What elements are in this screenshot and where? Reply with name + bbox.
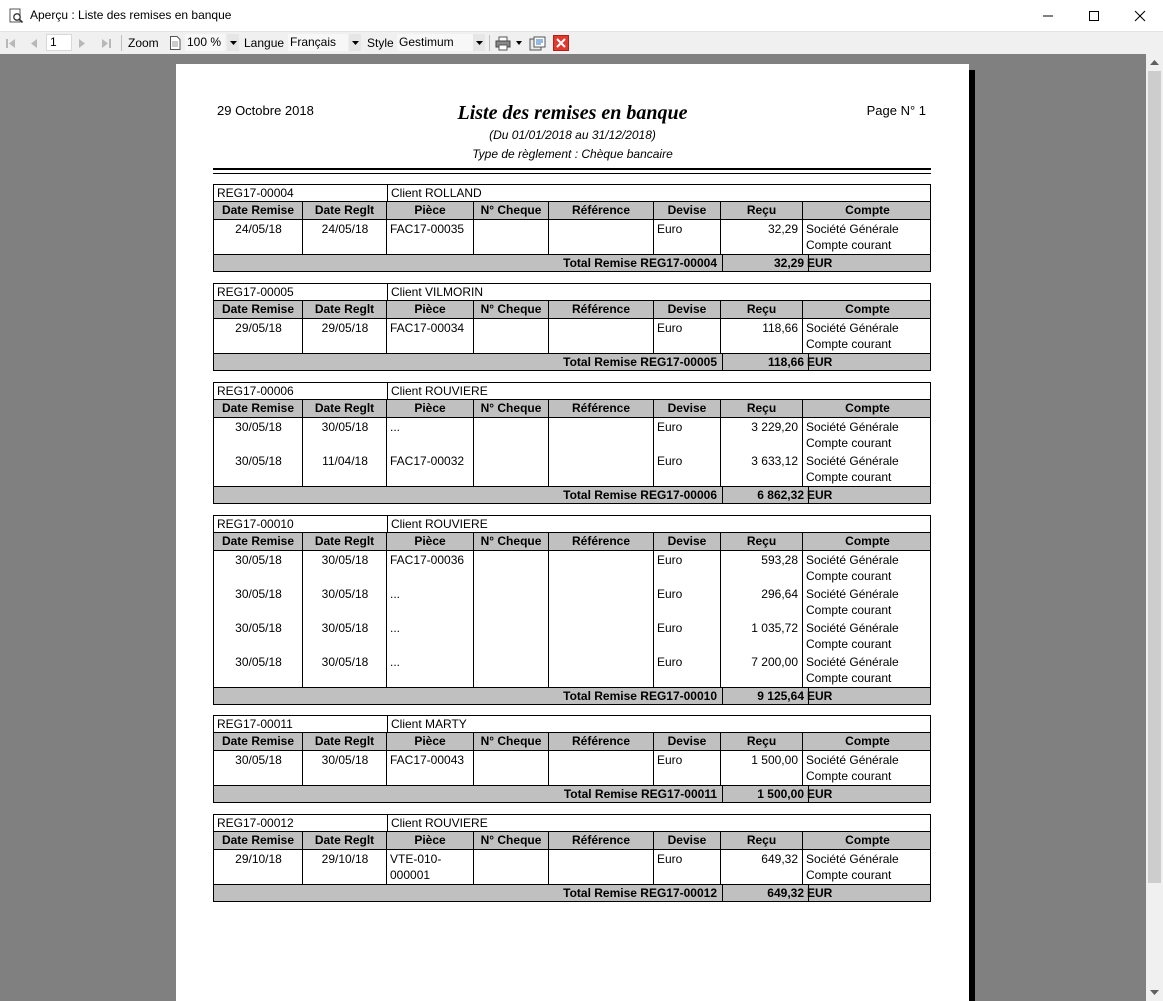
- remise-total-row: [213, 254, 931, 272]
- client-name: Client VILMORIN: [391, 285, 484, 299]
- date-remise-cell: 30/05/18: [235, 420, 282, 434]
- column-header: Pièce: [387, 400, 474, 417]
- table-row: [214, 319, 932, 353]
- column-header: Devise: [654, 832, 721, 849]
- column-header: Devise: [654, 202, 721, 219]
- column-header: Date Reglt: [303, 832, 387, 849]
- column-header: Pièce: [387, 202, 474, 219]
- devise-cell: Euro: [657, 222, 683, 236]
- column-header: Date Remise: [214, 400, 303, 417]
- style-dropdown-button[interactable]: [473, 34, 485, 51]
- date-reglt-cell: 30/05/18: [321, 753, 369, 767]
- remise-lines: [213, 850, 931, 884]
- total-label: Total Remise REG17-00012: [563, 886, 717, 900]
- piece-cell: ...: [390, 587, 401, 601]
- column-header: Date Remise: [214, 301, 303, 318]
- column-header: Date Remise: [214, 533, 303, 550]
- recu-cell: 296,64: [761, 587, 798, 601]
- column-header: Compte: [845, 302, 890, 316]
- client-name: Client ROUVIERE: [391, 384, 488, 398]
- column-header-row: [213, 832, 931, 850]
- compte-bank-cell: Société Générale: [806, 655, 899, 669]
- devise-cell: Euro: [657, 553, 683, 567]
- close-window-button[interactable]: [1117, 0, 1163, 31]
- divider: [387, 383, 388, 399]
- remise-lines: [213, 220, 931, 254]
- printer-icon: [495, 36, 511, 51]
- preview-magnifier-icon: [8, 8, 24, 24]
- column-header: Devise: [654, 301, 721, 318]
- recu-cell: 1 500,00: [751, 753, 798, 767]
- client-name: Client ROLLAND: [391, 186, 482, 200]
- column-header: Devise: [654, 733, 721, 750]
- column-header: Pièce: [387, 301, 474, 318]
- piece-cell: ...: [390, 420, 401, 434]
- zoom-page-icon: [169, 32, 181, 54]
- table-row: [214, 850, 932, 884]
- column-header: Référence: [549, 400, 654, 417]
- report-date: 29 Octobre 2018: [217, 103, 314, 118]
- vertical-scrollbar[interactable]: [1146, 54, 1163, 1001]
- zoom-label: Zoom: [128, 36, 159, 50]
- column-header: N° Cheque: [474, 301, 549, 318]
- langue-select[interactable]: Français: [288, 34, 348, 51]
- date-remise-cell: 30/05/18: [235, 753, 282, 767]
- remise-lines: [213, 319, 931, 353]
- date-reglt-cell: 30/05/18: [321, 553, 369, 567]
- remise-header: [213, 715, 931, 733]
- total-currency: EUR: [807, 787, 833, 801]
- total-label: Total Remise REG17-00010: [563, 689, 717, 703]
- column-header-row: [213, 733, 931, 751]
- remise-lines: [213, 751, 931, 785]
- total-amount: 32,29: [722, 255, 809, 271]
- remise-total-row: [213, 785, 931, 803]
- column-header: Référence: [549, 301, 654, 318]
- column-header: Devise: [654, 533, 721, 550]
- remise-total-row: [213, 687, 931, 705]
- date-remise-cell: 30/05/18: [235, 454, 282, 468]
- date-remise-cell: 29/10/18: [235, 852, 282, 866]
- recu-cell: 118,66: [762, 321, 798, 335]
- compte-account-cell: Compte courant: [806, 868, 892, 882]
- chevron-down-icon: [516, 41, 522, 45]
- remise-total-row: [213, 486, 931, 504]
- export-button[interactable]: [529, 32, 546, 54]
- compte-account-cell: Compte courant: [806, 603, 892, 617]
- date-remise-cell: 24/05/18: [235, 222, 282, 236]
- header-rule: [213, 168, 931, 170]
- compte-account-cell: Compte courant: [806, 769, 892, 783]
- date-remise-cell: 30/05/18: [235, 587, 282, 601]
- column-header: N° Cheque: [474, 733, 549, 750]
- column-header: Pièce: [387, 533, 474, 550]
- column-header: Date Reglt: [303, 301, 387, 318]
- piece-cell: VTE-010- 000001: [390, 852, 442, 882]
- column-header: Référence: [549, 533, 654, 550]
- compte-bank-cell: Société Générale: [806, 222, 899, 236]
- scroll-up-arrow-icon[interactable]: [1146, 54, 1163, 71]
- next-page-icon: [78, 38, 86, 49]
- total-amount: 6 862,32: [722, 487, 809, 503]
- table-row: [214, 653, 932, 687]
- remise-header: [213, 814, 931, 832]
- recu-cell: 7 200,00: [751, 655, 798, 669]
- column-header: Reçu: [721, 301, 803, 318]
- close-red-icon: [553, 35, 569, 51]
- export-document-icon: [529, 36, 546, 51]
- column-header: Pièce: [387, 832, 474, 849]
- recu-cell: 1 035,72: [751, 621, 798, 635]
- compte-account-cell: Compte courant: [806, 569, 892, 583]
- column-header: Compte: [845, 734, 890, 748]
- column-header: Date Reglt: [303, 733, 387, 750]
- date-remise-cell: 30/05/18: [235, 655, 282, 669]
- report-payment-type: Type de règlement : Chèque bancaire: [472, 147, 673, 161]
- minimize-icon: [1042, 10, 1054, 22]
- compte-bank-cell: Société Générale: [806, 420, 899, 434]
- previous-page-icon: [30, 38, 38, 49]
- preview-toolbar: [0, 31, 1163, 55]
- total-amount: 9 125,64: [722, 688, 809, 704]
- date-reglt-cell: 30/05/18: [321, 587, 369, 601]
- column-header: Date Reglt: [303, 533, 387, 550]
- chevron-down-icon: [230, 41, 237, 45]
- column-header-row: [213, 202, 931, 220]
- table-row: [214, 452, 932, 486]
- column-header-row: [213, 533, 931, 551]
- previous-page-button[interactable]: [30, 32, 38, 54]
- divider: [387, 516, 388, 532]
- remise-reference: REG17-00011: [217, 717, 293, 731]
- column-header: Référence: [549, 832, 654, 849]
- title-bar: [0, 0, 1163, 31]
- total-label: Total Remise REG17-00004: [563, 256, 717, 270]
- langue-label: Langue: [244, 36, 285, 50]
- remise-lines: [213, 551, 931, 687]
- table-row: [214, 551, 932, 585]
- column-header: Reçu: [721, 733, 803, 750]
- langue-dropdown-button[interactable]: [349, 34, 361, 51]
- report-page: [176, 64, 969, 1001]
- remise-reference: REG17-00010: [217, 517, 294, 531]
- remise-reference: REG17-00004: [217, 186, 294, 200]
- total-label: Total Remise REG17-00006: [563, 488, 717, 502]
- maximize-button[interactable]: [1071, 0, 1117, 31]
- remise-lines: [213, 418, 931, 486]
- column-header: N° Cheque: [474, 400, 549, 417]
- devise-cell: Euro: [657, 753, 683, 767]
- piece-cell: ...: [390, 621, 401, 635]
- date-remise-cell: 30/05/18: [235, 553, 282, 567]
- style-label: Style: [367, 36, 394, 50]
- remise-reference: REG17-00005: [217, 285, 294, 299]
- remise-header: [213, 184, 931, 202]
- style-select[interactable]: Gestimum: [397, 34, 473, 51]
- print-options-dropdown[interactable]: [516, 32, 522, 54]
- column-header: Pièce: [387, 733, 474, 750]
- print-button[interactable]: [495, 32, 511, 54]
- table-row: [214, 585, 932, 619]
- scrollbar-thumb[interactable]: [1148, 71, 1161, 883]
- zoom-dropdown-button[interactable]: [227, 34, 239, 51]
- date-remise-cell: 30/05/18: [235, 621, 282, 635]
- devise-cell: Euro: [657, 852, 683, 866]
- compte-account-cell: Compte courant: [806, 238, 892, 252]
- piece-cell: FAC17-00034: [390, 321, 465, 335]
- devise-cell: Euro: [657, 454, 683, 468]
- next-page-button[interactable]: [78, 32, 86, 54]
- first-page-icon: [6, 38, 16, 49]
- divider: [387, 284, 388, 300]
- total-currency: EUR: [807, 689, 833, 703]
- remise-header: [213, 515, 931, 533]
- column-header-row: [213, 301, 931, 319]
- piece-cell: FAC17-00036: [390, 553, 465, 567]
- total-amount: 1 500,00: [722, 786, 809, 802]
- column-header: Date Reglt: [303, 202, 387, 219]
- total-currency: EUR: [807, 256, 833, 270]
- page-number-input[interactable]: 1: [46, 34, 72, 51]
- recu-cell: 32,29: [767, 222, 798, 236]
- column-header: N° Cheque: [474, 533, 549, 550]
- date-reglt-cell: 29/10/18: [321, 852, 369, 866]
- column-header: Date Remise: [214, 832, 303, 849]
- recu-cell: 3 229,20: [751, 420, 798, 434]
- remise-reference: REG17-00006: [217, 384, 294, 398]
- recu-cell: 593,28: [761, 553, 798, 567]
- total-label: Total Remise REG17-00011: [563, 787, 717, 801]
- column-header: N° Cheque: [474, 832, 549, 849]
- window-title: Aperçu : Liste des remises en banque: [30, 8, 232, 22]
- piece-cell: FAC17-00043: [390, 753, 465, 767]
- column-header: Compte: [845, 401, 890, 415]
- devise-cell: Euro: [657, 321, 683, 335]
- compte-bank-cell: Société Générale: [806, 621, 899, 635]
- last-page-icon: [101, 38, 111, 49]
- divider: [387, 716, 388, 732]
- zoom-select[interactable]: 100 %: [185, 34, 225, 51]
- date-reglt-cell: 30/05/18: [321, 621, 369, 635]
- compte-account-cell: Compte courant: [806, 337, 892, 351]
- column-header: Compte: [845, 534, 890, 548]
- remise-total-row: [213, 884, 931, 902]
- remise-header: [213, 283, 931, 301]
- client-name: Client MARTY: [391, 717, 467, 731]
- devise-cell: Euro: [657, 420, 683, 434]
- remise-total-row: [213, 353, 931, 371]
- devise-cell: Euro: [657, 621, 683, 635]
- total-currency: EUR: [807, 886, 833, 900]
- column-header: N° Cheque: [474, 202, 549, 219]
- recu-cell: 3 633,12: [751, 454, 798, 468]
- table-row: [214, 220, 932, 254]
- total-amount: 118,66: [722, 354, 809, 370]
- total-label: Total Remise REG17-00005: [563, 355, 717, 369]
- total-amount: 649,32: [722, 885, 809, 901]
- compte-bank-cell: Société Générale: [806, 587, 899, 601]
- date-reglt-cell: 30/05/18: [321, 655, 369, 669]
- report-period: (Du 01/01/2018 au 31/12/2018): [489, 128, 656, 142]
- client-name: Client ROUVIERE: [391, 816, 488, 830]
- column-header: Reçu: [721, 832, 803, 849]
- table-row: [214, 418, 932, 452]
- chevron-down-icon: [352, 41, 359, 45]
- date-reglt-cell: 24/05/18: [321, 222, 369, 236]
- first-page-button[interactable]: [6, 32, 16, 54]
- compte-bank-cell: Société Générale: [806, 321, 899, 335]
- devise-cell: Euro: [657, 587, 683, 601]
- piece-cell: ...: [390, 655, 401, 669]
- date-reglt-cell: 11/04/18: [322, 454, 368, 468]
- date-reglt-cell: 29/05/18: [321, 321, 369, 335]
- recu-cell: 649,32: [761, 852, 798, 866]
- report-title: Liste des remises en banque: [457, 102, 688, 124]
- compte-bank-cell: Société Générale: [806, 454, 899, 468]
- date-remise-cell: 29/05/18: [235, 321, 282, 335]
- devise-cell: Euro: [657, 655, 683, 669]
- column-header: Référence: [549, 733, 654, 750]
- column-header: Reçu: [721, 202, 803, 219]
- compte-bank-cell: Société Générale: [806, 753, 899, 767]
- remise-reference: REG17-00012: [217, 816, 294, 830]
- total-currency: EUR: [807, 355, 833, 369]
- table-row: [214, 751, 932, 785]
- column-header: Compte: [845, 833, 890, 847]
- date-reglt-cell: 30/05/18: [321, 420, 369, 434]
- compte-account-cell: Compte courant: [806, 436, 892, 450]
- column-header-row: [213, 400, 931, 418]
- minimize-button[interactable]: [1025, 0, 1071, 31]
- divider: [387, 185, 388, 201]
- chevron-down-icon: [476, 41, 483, 45]
- column-header: Reçu: [721, 533, 803, 550]
- compte-account-cell: Compte courant: [806, 637, 892, 651]
- column-header: Date Remise: [214, 733, 303, 750]
- column-header: Compte: [845, 203, 890, 217]
- close-icon: [1134, 10, 1146, 22]
- piece-cell: FAC17-00032: [390, 454, 465, 468]
- table-row: [214, 619, 932, 653]
- divider: [387, 815, 388, 831]
- column-header: Date Reglt: [303, 400, 387, 417]
- close-preview-button[interactable]: [553, 32, 569, 54]
- total-currency: EUR: [807, 488, 833, 502]
- piece-cell: FAC17-00035: [390, 222, 465, 236]
- scroll-down-arrow-icon[interactable]: [1146, 984, 1163, 1001]
- column-header: Date Remise: [214, 202, 303, 219]
- header-rule: [213, 173, 931, 174]
- remise-header: [213, 382, 931, 400]
- maximize-icon: [1088, 10, 1100, 22]
- last-page-button[interactable]: [101, 32, 111, 54]
- compte-bank-cell: Société Générale: [806, 553, 899, 567]
- column-header: Référence: [549, 202, 654, 219]
- column-header: Reçu: [721, 400, 803, 417]
- client-name: Client ROUVIERE: [391, 517, 488, 531]
- column-header: Devise: [654, 400, 721, 417]
- compte-account-cell: Compte courant: [806, 470, 892, 484]
- compte-bank-cell: Société Générale: [806, 852, 899, 866]
- compte-account-cell: Compte courant: [806, 671, 892, 685]
- page-number-label: Page N° 1: [866, 103, 926, 118]
